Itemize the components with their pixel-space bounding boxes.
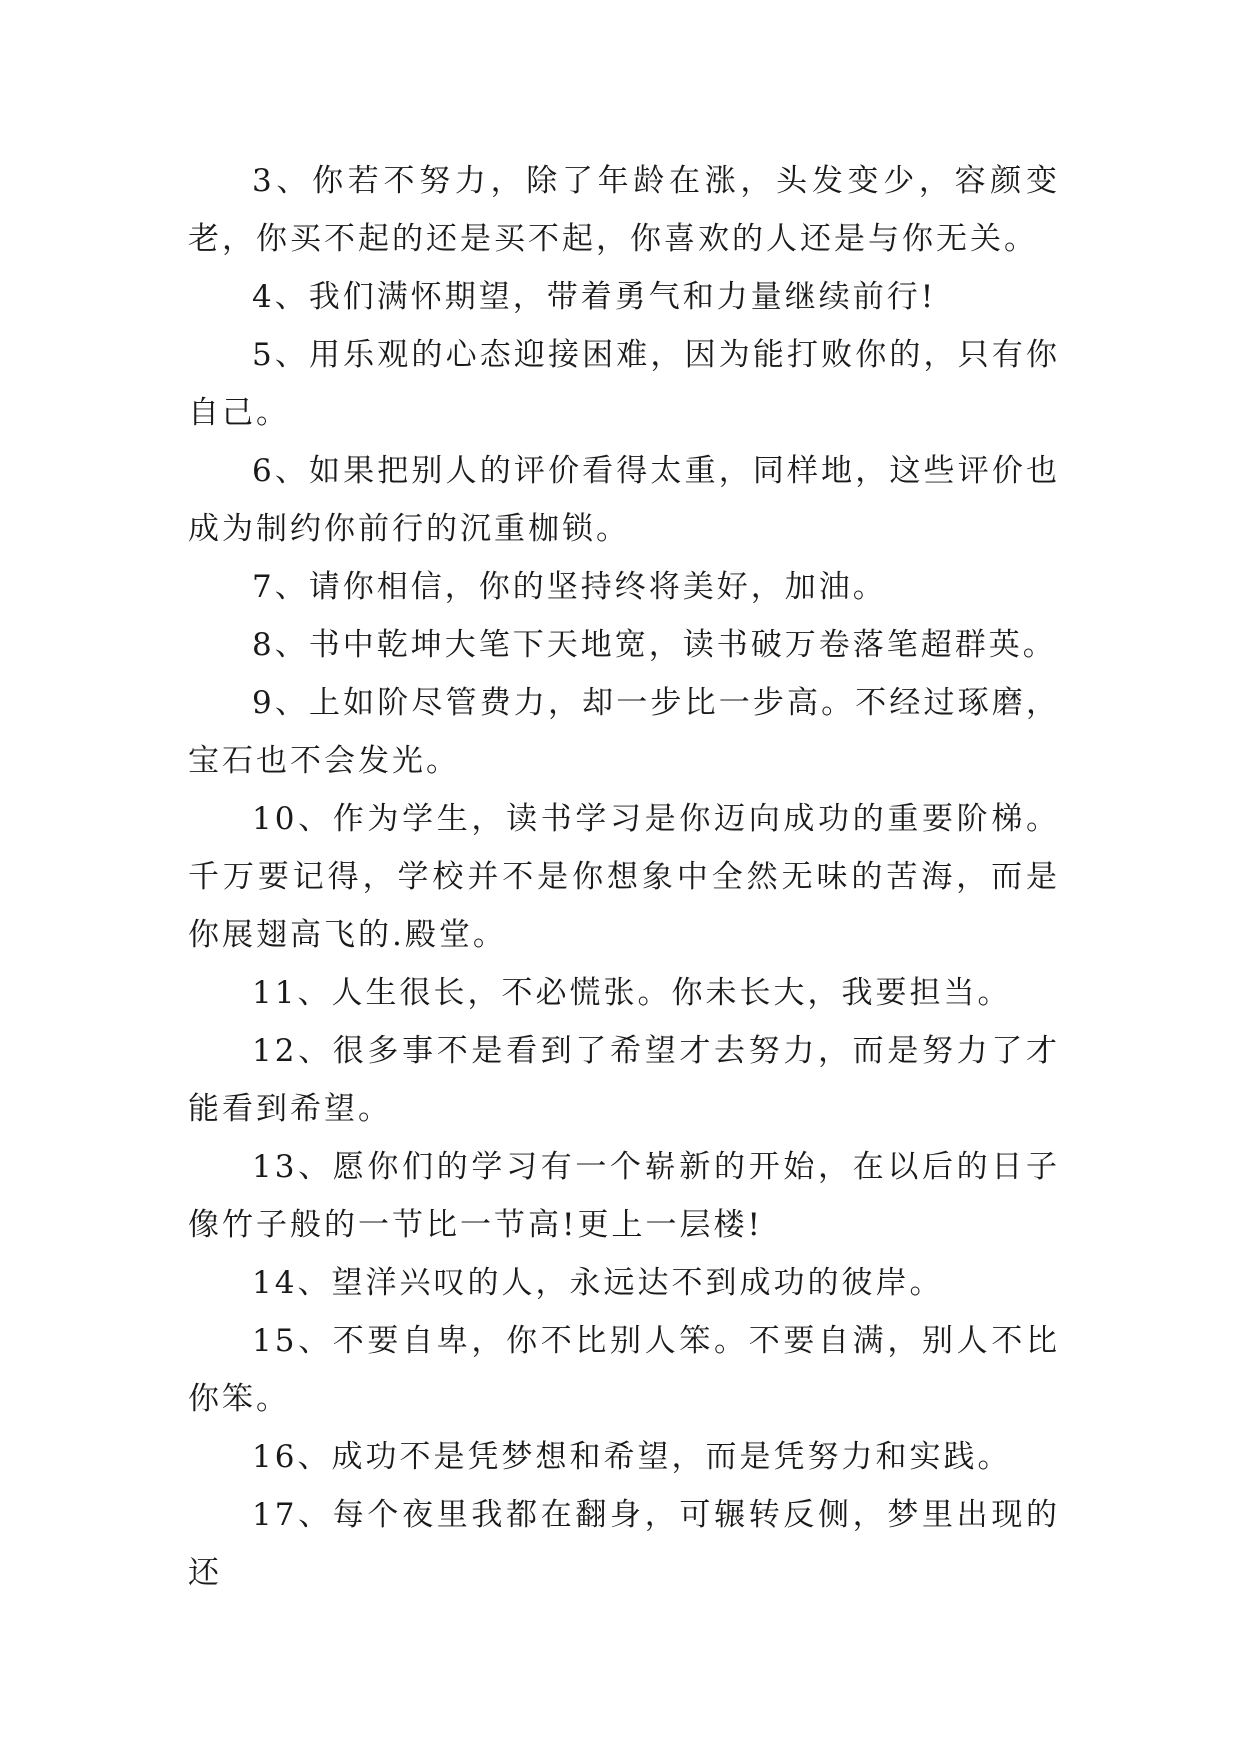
paragraph-15: 15、不要自卑，你不比别人笨。不要自满，别人不比你笨。 xyxy=(188,1323,1060,1417)
document-body xyxy=(188,152,1060,1602)
paragraph-12: 12、很多事不是看到了希望才去努力，而是努力了才能看到希望。 xyxy=(188,1033,1060,1127)
paragraph-6: 6、如果把别人的评价看得太重，同样地，这些评价也成为制约你前行的沉重枷锁。 xyxy=(188,453,1060,547)
paragraph-13: 13、愿你们的学习有一个崭新的开始，在以后的日子像竹子般的一节比一节高!更上一层楼! xyxy=(188,1149,1060,1243)
paragraph-7: 7、请你相信，你的坚持终将美好，加油。 xyxy=(252,569,887,605)
paragraph-5: 5、用乐观的心态迎接困难，因为能打败你的，只有你自己。 xyxy=(188,337,1060,431)
paragraph-10: 10、作为学生，读书学习是你迈向成功的重要阶梯。千万要记得，学校并不是你想象中全然无味的苦海，而是你展翅高飞的.殿堂。 xyxy=(188,801,1060,953)
paragraph-8: 8、书中乾坤大笔下天地宽，读书破万卷落笔超群英。 xyxy=(252,627,1057,663)
paragraph-17: 17、每个夜里我都在翻身，可辗转反侧，梦里出现的还 xyxy=(188,1497,1060,1591)
paragraph-3: 3、你若不努力，除了年龄在涨，头发变少，容颜变老，你买不起的还是买不起，你喜欢的人还是与你无关。 xyxy=(188,163,1060,257)
paragraph-11: 11、人生很长，不必慌张。你未长大，我要担当。 xyxy=(252,975,1012,1011)
paragraph-9: 9、上如阶尽管费力，却一步比一步高。不经过琢磨，宝石也不会发光。 xyxy=(188,685,1060,779)
paragraph-14: 14、望洋兴叹的人，永远达不到成功的彼岸。 xyxy=(252,1265,944,1301)
paragraph-16: 16、成功不是凭梦想和希望，而是凭努力和实践。 xyxy=(252,1439,1012,1475)
paragraph-4: 4、我们满怀期望，带着勇气和力量继续前行! xyxy=(252,279,937,315)
